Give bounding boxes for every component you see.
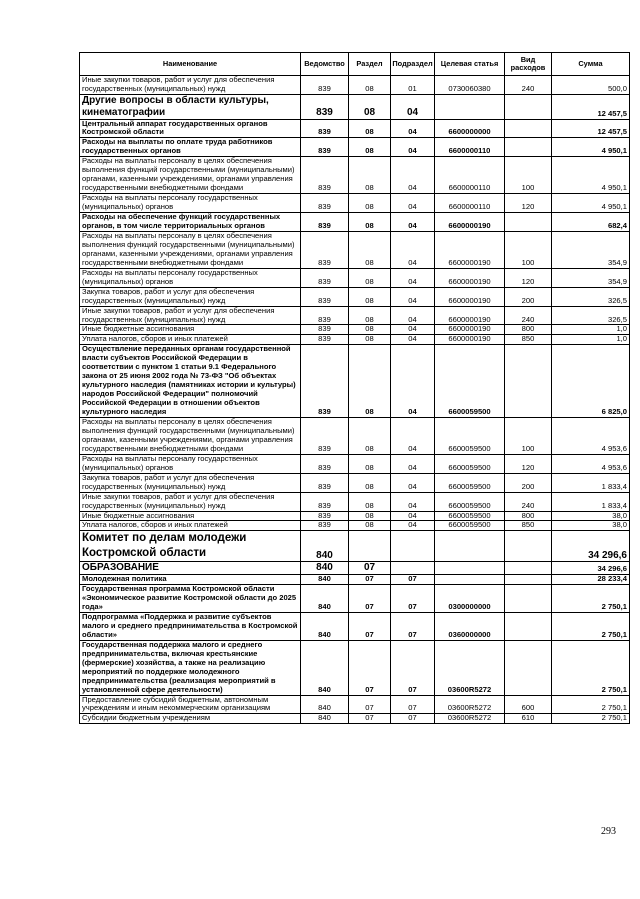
row-target-article: 6600059500 [435, 345, 505, 418]
row-name: Иные закупки товаров, работ и услуг для обеспечения государственных (муниципальных) нужд [80, 76, 301, 95]
row-name: Иные закупки товаров, работ и услуг для обеспечения государственных (муниципальных) нужд [80, 306, 301, 325]
row-razdel: 08 [349, 418, 391, 455]
row-vedomstvo: 839 [301, 94, 349, 119]
row-expense-type: 240 [505, 306, 552, 325]
row-expense-type: 850 [505, 335, 552, 345]
row-podrazdel: 04 [391, 473, 435, 492]
row-expense-type: 100 [505, 157, 552, 194]
row-expense-type [505, 119, 552, 138]
row-razdel: 08 [349, 94, 391, 119]
row-expense-type [505, 575, 552, 585]
row-podrazdel: 04 [391, 213, 435, 232]
column-header-vedomstvo: Ведомство [301, 53, 349, 76]
row-sum: 354,9 [552, 268, 630, 287]
row-name: Предоставление субсидий бюджетным, автономным учреждениям и иным некоммерческим организациям [80, 695, 301, 714]
row-podrazdel: 04 [391, 119, 435, 138]
row-podrazdel: 07 [391, 640, 435, 695]
row-expense-type: 120 [505, 454, 552, 473]
row-target-article [435, 562, 505, 575]
row-target-article [435, 575, 505, 585]
row-sum: 34 296,6 [552, 531, 630, 562]
row-vedomstvo: 839 [301, 138, 349, 157]
row-razdel: 07 [349, 714, 391, 724]
row-vedomstvo: 839 [301, 194, 349, 213]
row-podrazdel: 04 [391, 492, 435, 511]
row-target-article: 0300000000 [435, 585, 505, 613]
row-sum: 1 833,4 [552, 492, 630, 511]
row-sum: 2 750,1 [552, 585, 630, 613]
row-name: Расходы на выплаты по оплате труда работников государственных органов [80, 138, 301, 157]
row-vedomstvo: 839 [301, 306, 349, 325]
row-target-article: 6600059500 [435, 511, 505, 521]
row-vedomstvo: 839 [301, 454, 349, 473]
row-vedomstvo: 840 [301, 714, 349, 724]
table-row [80, 94, 630, 119]
row-name: Расходы на выплаты персоналу в целях обеспечения выполнения функций государственными (муниципальными) органами, казенными учреждениями, органами управления государственными внебюджетными фондами [80, 157, 301, 194]
table-row [80, 418, 630, 455]
row-vedomstvo: 840 [301, 531, 349, 562]
row-vedomstvo: 839 [301, 231, 349, 268]
row-razdel: 07 [349, 612, 391, 640]
row-vedomstvo: 839 [301, 268, 349, 287]
row-razdel: 08 [349, 521, 391, 531]
row-razdel: 08 [349, 138, 391, 157]
table-row [80, 562, 630, 575]
row-podrazdel: 04 [391, 454, 435, 473]
row-name: Субсидии бюджетным учреждениям [80, 714, 301, 724]
row-razdel: 07 [349, 640, 391, 695]
row-name: Иные закупки товаров, работ и услуг для обеспечения государственных (муниципальных) нужд [80, 492, 301, 511]
table-row [80, 531, 630, 562]
row-vedomstvo: 839 [301, 335, 349, 345]
row-vedomstvo: 839 [301, 287, 349, 306]
row-sum: 12 457,5 [552, 119, 630, 138]
row-podrazdel: 04 [391, 418, 435, 455]
row-name: Расходы на выплаты персоналу государственных (муниципальных) органов [80, 268, 301, 287]
table-row [80, 345, 630, 418]
column-header-expense-type: Вид расходов [505, 53, 552, 76]
row-sum: 1 833,4 [552, 473, 630, 492]
row-vedomstvo: 840 [301, 562, 349, 575]
table-row [80, 335, 630, 345]
row-razdel: 08 [349, 119, 391, 138]
table-row [80, 612, 630, 640]
row-sum: 326,5 [552, 306, 630, 325]
row-podrazdel [391, 562, 435, 575]
row-target-article: 6600000190 [435, 213, 505, 232]
row-expense-type [505, 612, 552, 640]
row-target-article: 6600059500 [435, 473, 505, 492]
table-row [80, 268, 630, 287]
row-podrazdel: 04 [391, 268, 435, 287]
row-target-article: 03600R5272 [435, 640, 505, 695]
table-row [80, 695, 630, 714]
row-vedomstvo: 839 [301, 492, 349, 511]
row-expense-type [505, 345, 552, 418]
row-target-article: 6600000000 [435, 119, 505, 138]
row-vedomstvo: 839 [301, 511, 349, 521]
row-vedomstvo: 840 [301, 640, 349, 695]
row-sum: 1,0 [552, 325, 630, 335]
row-name: Расходы на обеспечение функций государственных органов, в том числе территориальных органов [80, 213, 301, 232]
row-podrazdel: 04 [391, 138, 435, 157]
row-razdel: 08 [349, 231, 391, 268]
row-sum: 1,0 [552, 335, 630, 345]
row-name: Подпрограмма «Поддержка и развитие субъектов малого и среднего предпринимательства в Костромской области» [80, 612, 301, 640]
column-header-sum: Сумма [552, 53, 630, 76]
row-podrazdel [391, 531, 435, 562]
table-row [80, 306, 630, 325]
row-target-article: 6600000190 [435, 231, 505, 268]
row-podrazdel: 04 [391, 335, 435, 345]
row-target-article: 03600R5272 [435, 695, 505, 714]
row-expense-type: 240 [505, 492, 552, 511]
column-header-target-article: Целевая статья [435, 53, 505, 76]
table-row [80, 138, 630, 157]
row-expense-type: 800 [505, 511, 552, 521]
table-row [80, 119, 630, 138]
row-vedomstvo: 839 [301, 119, 349, 138]
row-name: Государственная поддержка малого и среднего предпринимательства, включая крестьянские (фермерские) хозяйства, а также на реализацию мероприятий по поддержке молодежного предпринимательства (реализация мероприятий в установленной сфере деятельности) [80, 640, 301, 695]
row-sum: 2 750,1 [552, 612, 630, 640]
row-name: Другие вопросы в области культуры, кинематографии [80, 94, 301, 119]
row-target-article: 6600059500 [435, 418, 505, 455]
row-podrazdel: 04 [391, 325, 435, 335]
row-name: Центральный аппарат государственных органов Костромской области [80, 119, 301, 138]
row-podrazdel: 04 [391, 345, 435, 418]
row-sum: 34 296,6 [552, 562, 630, 575]
row-sum: 4 950,1 [552, 157, 630, 194]
row-razdel: 08 [349, 473, 391, 492]
row-target-article: 6600000190 [435, 287, 505, 306]
table-row [80, 521, 630, 531]
row-podrazdel: 04 [391, 511, 435, 521]
row-sum: 4 953,6 [552, 454, 630, 473]
column-header-name: Наименование [80, 53, 301, 76]
row-razdel: 08 [349, 511, 391, 521]
row-expense-type: 100 [505, 418, 552, 455]
table-row [80, 454, 630, 473]
row-sum: 2 750,1 [552, 714, 630, 724]
row-name: Комитет по делам молодежи Костромской области [80, 531, 301, 562]
row-razdel: 08 [349, 325, 391, 335]
row-vedomstvo: 839 [301, 213, 349, 232]
table-row [80, 640, 630, 695]
row-name: Молодежная политика [80, 575, 301, 585]
row-sum: 4 950,1 [552, 194, 630, 213]
row-podrazdel: 07 [391, 575, 435, 585]
row-name: Уплата налогов, сборов и иных платежей [80, 521, 301, 531]
row-razdel: 08 [349, 454, 391, 473]
row-razdel [349, 531, 391, 562]
row-expense-type: 610 [505, 714, 552, 724]
row-sum: 4 953,6 [552, 418, 630, 455]
row-target-article: 6600000110 [435, 194, 505, 213]
row-vedomstvo: 839 [301, 325, 349, 335]
budget-table [79, 52, 630, 724]
row-expense-type [505, 213, 552, 232]
row-sum: 326,5 [552, 287, 630, 306]
row-target-article: 6600000190 [435, 268, 505, 287]
row-target-article: 03600R5272 [435, 714, 505, 724]
row-vedomstvo: 839 [301, 345, 349, 418]
row-name: Иные бюджетные ассигнования [80, 325, 301, 335]
row-expense-type [505, 562, 552, 575]
page-number: 293 [601, 826, 616, 837]
table-row [80, 76, 630, 95]
row-razdel: 07 [349, 695, 391, 714]
row-vedomstvo: 840 [301, 695, 349, 714]
table-row [80, 473, 630, 492]
row-razdel: 07 [349, 585, 391, 613]
row-expense-type [505, 531, 552, 562]
row-vedomstvo: 839 [301, 521, 349, 531]
row-razdel: 07 [349, 562, 391, 575]
row-razdel: 08 [349, 335, 391, 345]
row-sum: 6 825,0 [552, 345, 630, 418]
row-podrazdel: 04 [391, 231, 435, 268]
row-target-article: 6600000190 [435, 306, 505, 325]
row-podrazdel: 04 [391, 306, 435, 325]
row-razdel: 08 [349, 345, 391, 418]
table-row [80, 714, 630, 724]
row-razdel: 08 [349, 492, 391, 511]
row-podrazdel: 04 [391, 287, 435, 306]
row-target-article [435, 94, 505, 119]
row-expense-type: 200 [505, 287, 552, 306]
row-expense-type [505, 138, 552, 157]
row-podrazdel: 04 [391, 157, 435, 194]
row-name: Осуществление переданных органам государственной власти субъектов Российской Федерации в соответствии с пунктом 1 статьи 9.1 Федерального закона от 25 июня 2002 года № 73-ФЗ "Об объектах культурного наследия (памятниках истории и культуры) народов Российской Федерации" полномочий Российской Федерации в отношении объектов культурного наследия [80, 345, 301, 418]
row-name: Расходы на выплаты персоналу в целях обеспечения выполнения функций государственными (муниципальными) органами, казенными учреждениями, органами управления государственными внебюджетными фондами [80, 418, 301, 455]
table-row [80, 194, 630, 213]
row-expense-type: 850 [505, 521, 552, 531]
row-expense-type: 600 [505, 695, 552, 714]
row-podrazdel: 04 [391, 521, 435, 531]
row-expense-type [505, 94, 552, 119]
row-expense-type [505, 585, 552, 613]
column-header-razdel: Раздел [349, 53, 391, 76]
row-name: ОБРАЗОВАНИЕ [80, 562, 301, 575]
row-podrazdel: 07 [391, 714, 435, 724]
table-row [80, 575, 630, 585]
row-vedomstvo: 840 [301, 585, 349, 613]
row-vedomstvo: 839 [301, 76, 349, 95]
row-razdel: 08 [349, 268, 391, 287]
row-sum: 38,0 [552, 511, 630, 521]
table-row [80, 287, 630, 306]
row-vedomstvo: 840 [301, 575, 349, 585]
row-razdel: 08 [349, 76, 391, 95]
row-name: Иные бюджетные ассигнования [80, 511, 301, 521]
row-target-article [435, 531, 505, 562]
column-header-podrazdel: Подраздел [391, 53, 435, 76]
row-target-article: 6600059500 [435, 521, 505, 531]
row-expense-type: 120 [505, 268, 552, 287]
row-name: Расходы на выплаты персоналу государственных (муниципальных) органов [80, 194, 301, 213]
row-name: Закупка товаров, работ и услуг для обеспечения государственных (муниципальных) нужд [80, 287, 301, 306]
row-name: Расходы на выплаты персоналу государственных (муниципальных) органов [80, 454, 301, 473]
row-podrazdel: 07 [391, 695, 435, 714]
row-sum: 2 750,1 [552, 695, 630, 714]
row-podrazdel: 01 [391, 76, 435, 95]
row-expense-type: 240 [505, 76, 552, 95]
row-name: Государственная программа Костромской области «Экономическое развитие Костромской области до 2025 года» [80, 585, 301, 613]
row-target-article: 0360000000 [435, 612, 505, 640]
table-row [80, 325, 630, 335]
row-target-article: 6600059500 [435, 454, 505, 473]
row-razdel: 08 [349, 287, 391, 306]
row-sum: 354,9 [552, 231, 630, 268]
row-sum: 38,0 [552, 521, 630, 531]
row-sum: 4 950,1 [552, 138, 630, 157]
row-vedomstvo: 840 [301, 612, 349, 640]
row-target-article: 0730060380 [435, 76, 505, 95]
row-expense-type: 100 [505, 231, 552, 268]
table-row [80, 157, 630, 194]
row-podrazdel: 04 [391, 194, 435, 213]
table-row [80, 492, 630, 511]
row-sum: 2 750,1 [552, 640, 630, 695]
row-razdel: 08 [349, 194, 391, 213]
row-name: Уплата налогов, сборов и иных платежей [80, 335, 301, 345]
row-podrazdel: 07 [391, 612, 435, 640]
row-expense-type: 200 [505, 473, 552, 492]
row-vedomstvo: 839 [301, 157, 349, 194]
table-row [80, 213, 630, 232]
row-target-article: 6600000190 [435, 335, 505, 345]
row-razdel: 07 [349, 575, 391, 585]
table-row [80, 585, 630, 613]
row-expense-type [505, 640, 552, 695]
row-name: Закупка товаров, работ и услуг для обеспечения государственных (муниципальных) нужд [80, 473, 301, 492]
row-razdel: 08 [349, 157, 391, 194]
row-target-article: 6600000110 [435, 157, 505, 194]
row-vedomstvo: 839 [301, 418, 349, 455]
row-razdel: 08 [349, 306, 391, 325]
row-vedomstvo: 839 [301, 473, 349, 492]
row-razdel: 08 [349, 213, 391, 232]
row-target-article: 6600000110 [435, 138, 505, 157]
row-sum: 12 457,5 [552, 94, 630, 119]
row-target-article: 6600000190 [435, 325, 505, 335]
row-expense-type: 800 [505, 325, 552, 335]
row-target-article: 6600059500 [435, 492, 505, 511]
row-name: Расходы на выплаты персоналу в целях обеспечения выполнения функций государственными (муниципальными) органами, казенными учреждениями, органами управления государственными внебюджетными фондами [80, 231, 301, 268]
table-header-row [80, 53, 630, 76]
row-expense-type: 120 [505, 194, 552, 213]
row-podrazdel: 07 [391, 585, 435, 613]
row-sum: 28 233,4 [552, 575, 630, 585]
table-row [80, 511, 630, 521]
row-sum: 500,0 [552, 76, 630, 95]
row-podrazdel: 04 [391, 94, 435, 119]
table-row [80, 231, 630, 268]
row-sum: 682,4 [552, 213, 630, 232]
